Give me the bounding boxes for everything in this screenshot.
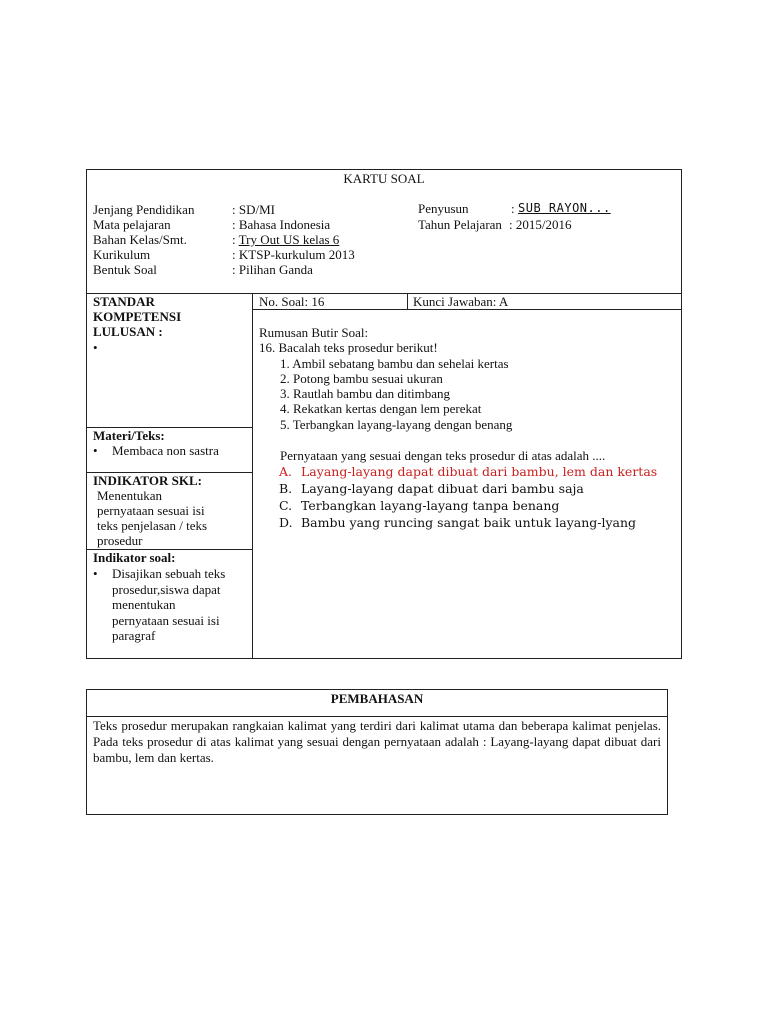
option-c-text: Terbangkan layang-layang tanpa benang [301, 498, 560, 513]
step-3: 3. Rautlah bambu dan ditimbang [280, 386, 451, 401]
indikator-skl-line-1: Menentukan [97, 488, 162, 503]
value-bahan-prefix: : [232, 232, 239, 247]
label-tahun: Tahun Pelajaran [418, 217, 502, 232]
option-b-letter: B. [279, 481, 293, 496]
value-bahan [232, 232, 339, 247]
option-a [279, 464, 657, 480]
label-bahan: Bahan Kelas/Smt. [93, 232, 187, 247]
question-text: 16. Bacalah teks prosedur berikut! [259, 340, 438, 355]
skl-title-1: STANDAR [93, 294, 155, 309]
pembahasan-title: PEMBAHASAN [330, 691, 424, 706]
skl-title-2: KOMPETENSI [93, 309, 182, 324]
indikator-soal-line-1: Disajikan sebuah teks [112, 566, 226, 581]
skl-title-3: LULUSAN : [93, 324, 163, 339]
value-kurikulum: : KTSP-kurkulum 2013 [232, 247, 355, 262]
indikator-soal-line-2: prosedur,siswa dapat [112, 582, 221, 597]
option-b-text: Layang-layang dapat dibuat dari bambu saja [301, 481, 584, 496]
step-5: 5. Terbangkan layang-layang dengan benang [280, 417, 513, 432]
divider-no-soal [252, 309, 681, 310]
kunci-jawaban: Kunci Jawaban: A [413, 294, 509, 309]
option-c [279, 498, 559, 514]
indikator-soal-line-4: pernyataan sesuai isi [112, 613, 220, 628]
step-2: 2. Potong bambu sesuai ukuran [280, 371, 443, 386]
rumusan-title: Rumusan Butir Soal: [259, 325, 369, 340]
question-prompt: Pernyataan yang sesuai dengan teks prosedur di atas adalah .... [280, 448, 606, 463]
value-bahan-text: Try Out US kelas 6 [238, 232, 340, 247]
label-mapel: Mata pelajaran [93, 217, 171, 232]
divider-kunci [407, 293, 408, 309]
value-tahun: : 2015/2016 [509, 217, 572, 232]
no-soal: No. Soal: 16 [259, 294, 325, 309]
pembahasan-body: Teks prosedur merupakan rangkaian kalimat yang terdiri dari kalimat utama dan beberapa kalimat penjelas. Pada teks prosedur di atas kalimat yang sesuai dengan pernyataan adalah : Layang-layang dapat dibuat dari bambu, lem dan kertas. [93, 718, 661, 765]
materi-item: Membaca non sastra [112, 443, 219, 458]
option-a-letter: A. [279, 464, 293, 479]
label-bentuk: Bentuk Soal [93, 262, 157, 277]
label-penyusun: Penyusun [418, 201, 469, 216]
skl-bullet: • [93, 340, 98, 355]
indikator-soal-title: Indikator soal: [93, 550, 176, 565]
option-b [279, 481, 584, 497]
value-jenjang: : SD/MI [232, 202, 275, 217]
option-d-text: Bambu yang runcing sangat baik untuk layang-lyang [301, 515, 637, 530]
pembahasan-box [86, 689, 668, 815]
card-title: KARTU SOAL [343, 171, 425, 186]
label-jenjang: Jenjang Pendidikan [93, 202, 195, 217]
label-kurikulum: Kurikulum [93, 247, 151, 262]
pembahasan-divider [87, 716, 667, 717]
value-penyusun: SUB RAYON... [518, 201, 611, 215]
option-d-letter: D. [279, 515, 293, 530]
indikator-skl-title: INDIKATOR SKL: [93, 473, 202, 488]
value-bentuk: : Pilihan Ganda [232, 262, 313, 277]
option-c-letter: C. [279, 498, 293, 513]
indikator-soal-line-5: paragraf [112, 628, 156, 643]
materi-title: Materi/Teks: [93, 428, 165, 443]
option-a-text: Layang-layang dapat dibuat dari bambu, lem dan kertas [301, 464, 658, 479]
option-d [279, 515, 636, 531]
step-4: 4. Rekatkan kertas dengan lem perekat [280, 401, 482, 416]
indikator-soal-bullet: • [93, 566, 98, 581]
value-mapel: : Bahasa Indonesia [232, 217, 331, 232]
indikator-skl-line-3: teks penjelasan / teks [97, 518, 208, 533]
kartu-soal-card [86, 169, 682, 659]
indikator-soal-line-3: menentukan [112, 597, 176, 612]
indikator-skl-line-4: prosedur [97, 533, 143, 548]
materi-bullet: • [93, 443, 98, 458]
divider-header [87, 293, 681, 294]
indikator-skl-line-2: pernyataan sesuai isi [97, 503, 205, 518]
penyusun-colon: : [511, 201, 515, 216]
step-1: 1. Ambil sebatang bambu dan sehelai kertas [280, 356, 509, 371]
